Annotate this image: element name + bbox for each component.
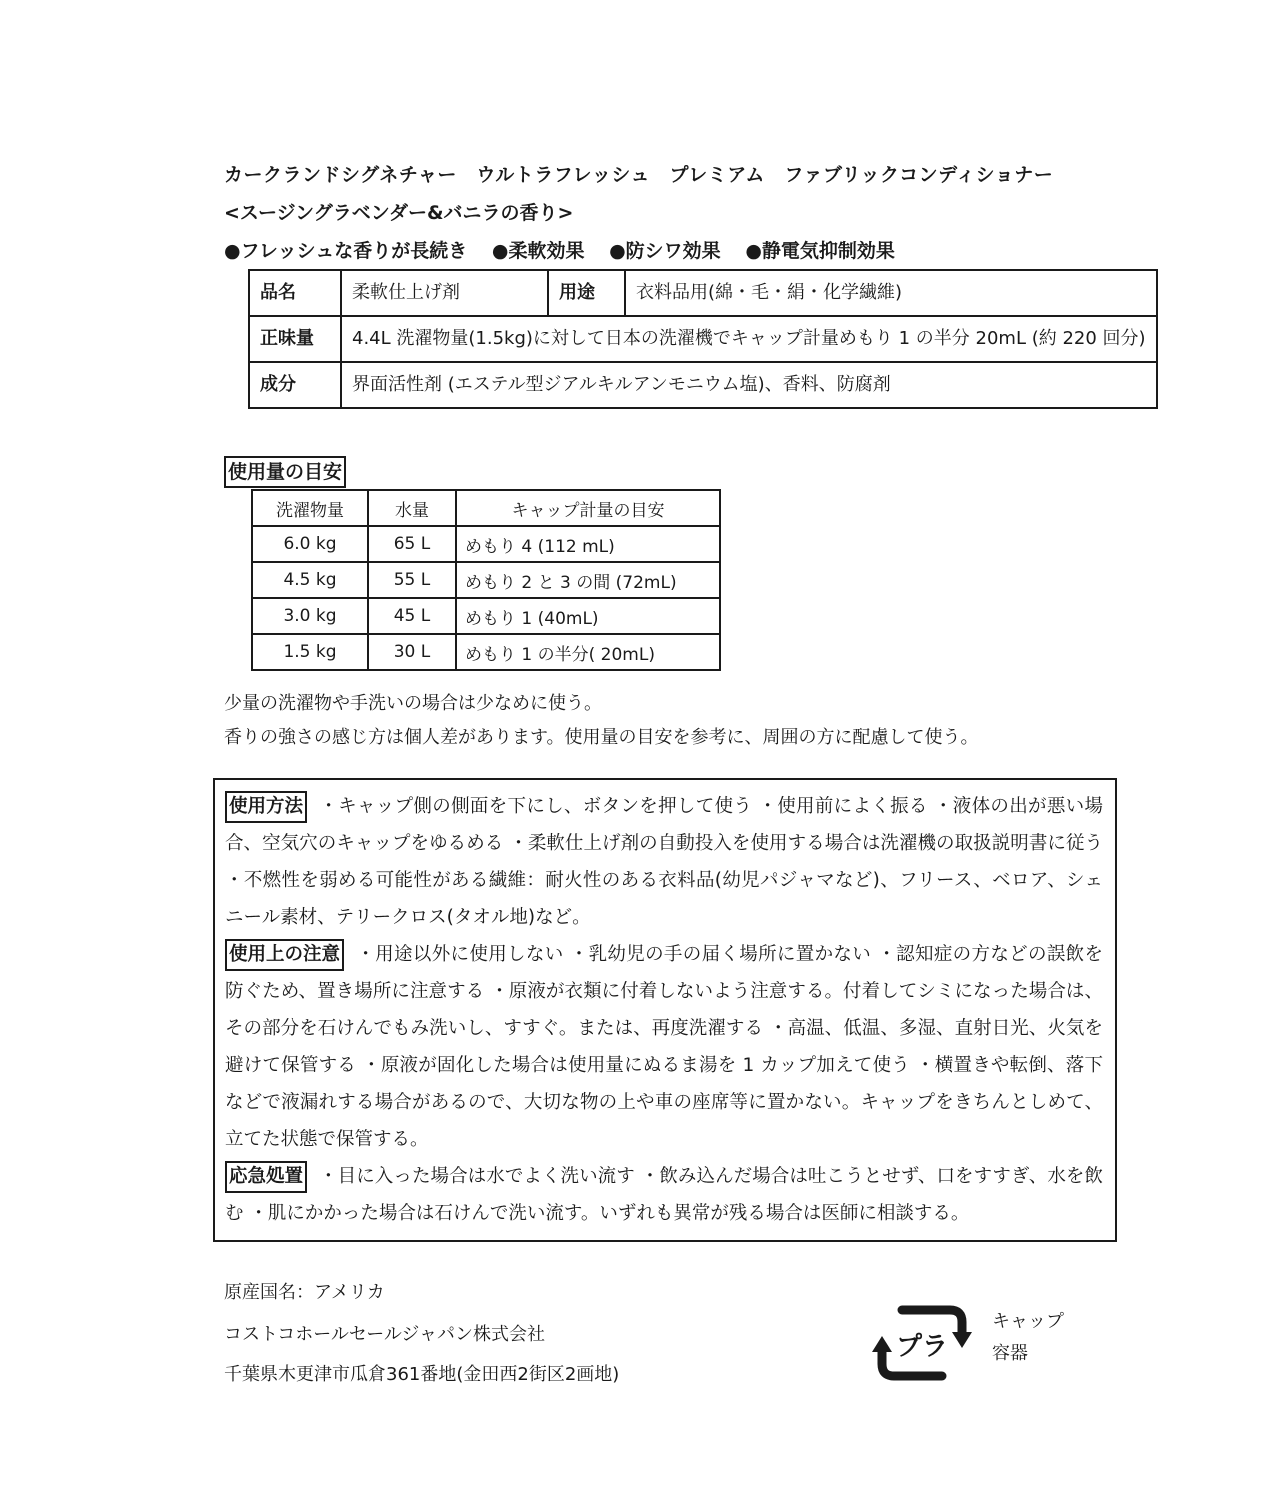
table-row [252, 526, 720, 562]
spec-value-net: 4.4L 洗濯物量(1.5kg)に対して日本の洗濯機でキャップ計量めもり 1 の半分 20mL (約 220 回分) [341, 316, 1157, 362]
table-cell: 4.5 kg [252, 562, 368, 598]
feature-item: ●フレッシュな香りが長続き [224, 240, 468, 262]
spec-value-ingredients: 界面活性剤 (エステル型ジアルキルアンモニウム塩)、香料、防腐剤 [341, 362, 1157, 408]
column-header: 水量 [368, 490, 456, 526]
table-cell: 45 L [368, 598, 456, 634]
emergency-label: 応急処置 [225, 1161, 307, 1193]
usage-note: 香りの強さの感じ方は個人差があります。使用量の目安を参考に、周囲の方に配慮して使う。 [224, 727, 979, 748]
table-cell: 1.5 kg [252, 634, 368, 670]
feature-item: ●静電気抑制効果 [745, 240, 895, 262]
usage-note: 少量の洗濯物や手洗いの場合は少なめに使う。 [224, 693, 602, 714]
recycle-label-line: 容器 [992, 1343, 1028, 1364]
emergency-section [225, 1158, 1103, 1232]
usage-guide-heading: 使用量の目安 [224, 456, 346, 488]
how-to-text: ・キャップ側の側面を下にし、ボタンを押して使う ・使用前によく振る ・液体の出が悪い場合、空気穴のキャップをゆるめる ・柔軟仕上げ剤の自動投入を使用する場合は洗濯機の取扱説明書に従う ・不燃性を弱める可能性がある繊維：耐火性のある衣料品(幼児パジャマなど)、フリース、ベロア、シェニール素材、テリークロス(タオル地)など。 [225, 796, 1103, 928]
spec-value-use: 衣料品用(綿・毛・絹・化学繊維) [625, 270, 1157, 316]
feature-list [224, 236, 913, 263]
table-cell: めもり 1 (40mL) [456, 598, 720, 634]
spec-value-name: 柔軟仕上げ剤 [341, 270, 548, 316]
feature-item: ●柔軟効果 [491, 240, 585, 262]
table-header-row [252, 490, 720, 526]
how-to-label: 使用方法 [225, 791, 307, 823]
table-row [252, 634, 720, 670]
how-to-section [225, 788, 1103, 936]
feature-item: ●防シワ効果 [609, 240, 721, 262]
table-cell: 65 L [368, 526, 456, 562]
table-cell: めもり 4 (112 mL) [456, 526, 720, 562]
recycle-label-line: キャップ [992, 1311, 1064, 1332]
recycle-label [992, 1306, 1064, 1370]
table-cell: めもり 2 と 3 の間 (72mL) [456, 562, 720, 598]
origin-country: 原産国名：アメリカ [224, 1282, 385, 1303]
column-header: キャップ計量の目安 [456, 490, 720, 526]
caution-label: 使用上の注意 [225, 939, 344, 971]
pla-symbol-text: プラ [895, 1332, 949, 1362]
company-address: 千葉県木更津市瓜倉361番地(金田西2街区2画地) [224, 1364, 620, 1385]
table-row [252, 598, 720, 634]
pla-recycle-icon [872, 1296, 972, 1388]
table-cell: 55 L [368, 562, 456, 598]
table-cell: めもり 1 の半分( 20mL) [456, 634, 720, 670]
emergency-text: ・目に入った場合は水でよく洗い流す ・飲み込んだ場合は吐こうとせず、口をすすぎ、水を飲む ・肌にかかった場合は石けんで洗い流す。いずれも異常が残る場合は医師に相談する。 [225, 1166, 1103, 1224]
spec-table [248, 269, 1158, 409]
usage-table [251, 489, 721, 671]
table-cell: 30 L [368, 634, 456, 670]
spec-label-net: 正味量 [249, 316, 341, 362]
instructions-box [213, 778, 1117, 1242]
caution-text: ・用途以外に使用しない ・乳幼児の手の届く場所に置かない ・認知症の方などの誤飲を防ぐため、置き場所に注意する ・原液が衣類に付着しないよう注意する。付着してシミになった場合は、その部分を石けんでもみ洗いし、すすぐ。または、再度洗濯する ・高温、低温、多湿、直射日光、火気を避けて保管する ・原液が固化した場合は使用量にぬるま湯を 1 カップ加えて使う ・横置きや転倒、落下などで液漏れする場合があるので、大切な物の上や車の座席等に置かない。キャップをきちんとしめて、立てた状態で保管する。 [225, 944, 1103, 1150]
caution-section [225, 936, 1103, 1158]
company-name: コストコホールセールジャパン株式会社 [224, 1324, 546, 1345]
product-subtitle: <スージングラベンダー&バニラの香り> [224, 202, 574, 224]
table-cell: 3.0 kg [252, 598, 368, 634]
spec-label-name: 品名 [249, 270, 341, 316]
spec-label-use: 用途 [548, 270, 625, 316]
column-header: 洗濯物量 [252, 490, 368, 526]
table-cell: 6.0 kg [252, 526, 368, 562]
table-row [252, 562, 720, 598]
product-title: カークランドシグネチャー ウルトラフレッシュ プレミアム ファブリックコンディショナー [224, 164, 1054, 186]
spec-label-ingredients: 成分 [249, 362, 341, 408]
